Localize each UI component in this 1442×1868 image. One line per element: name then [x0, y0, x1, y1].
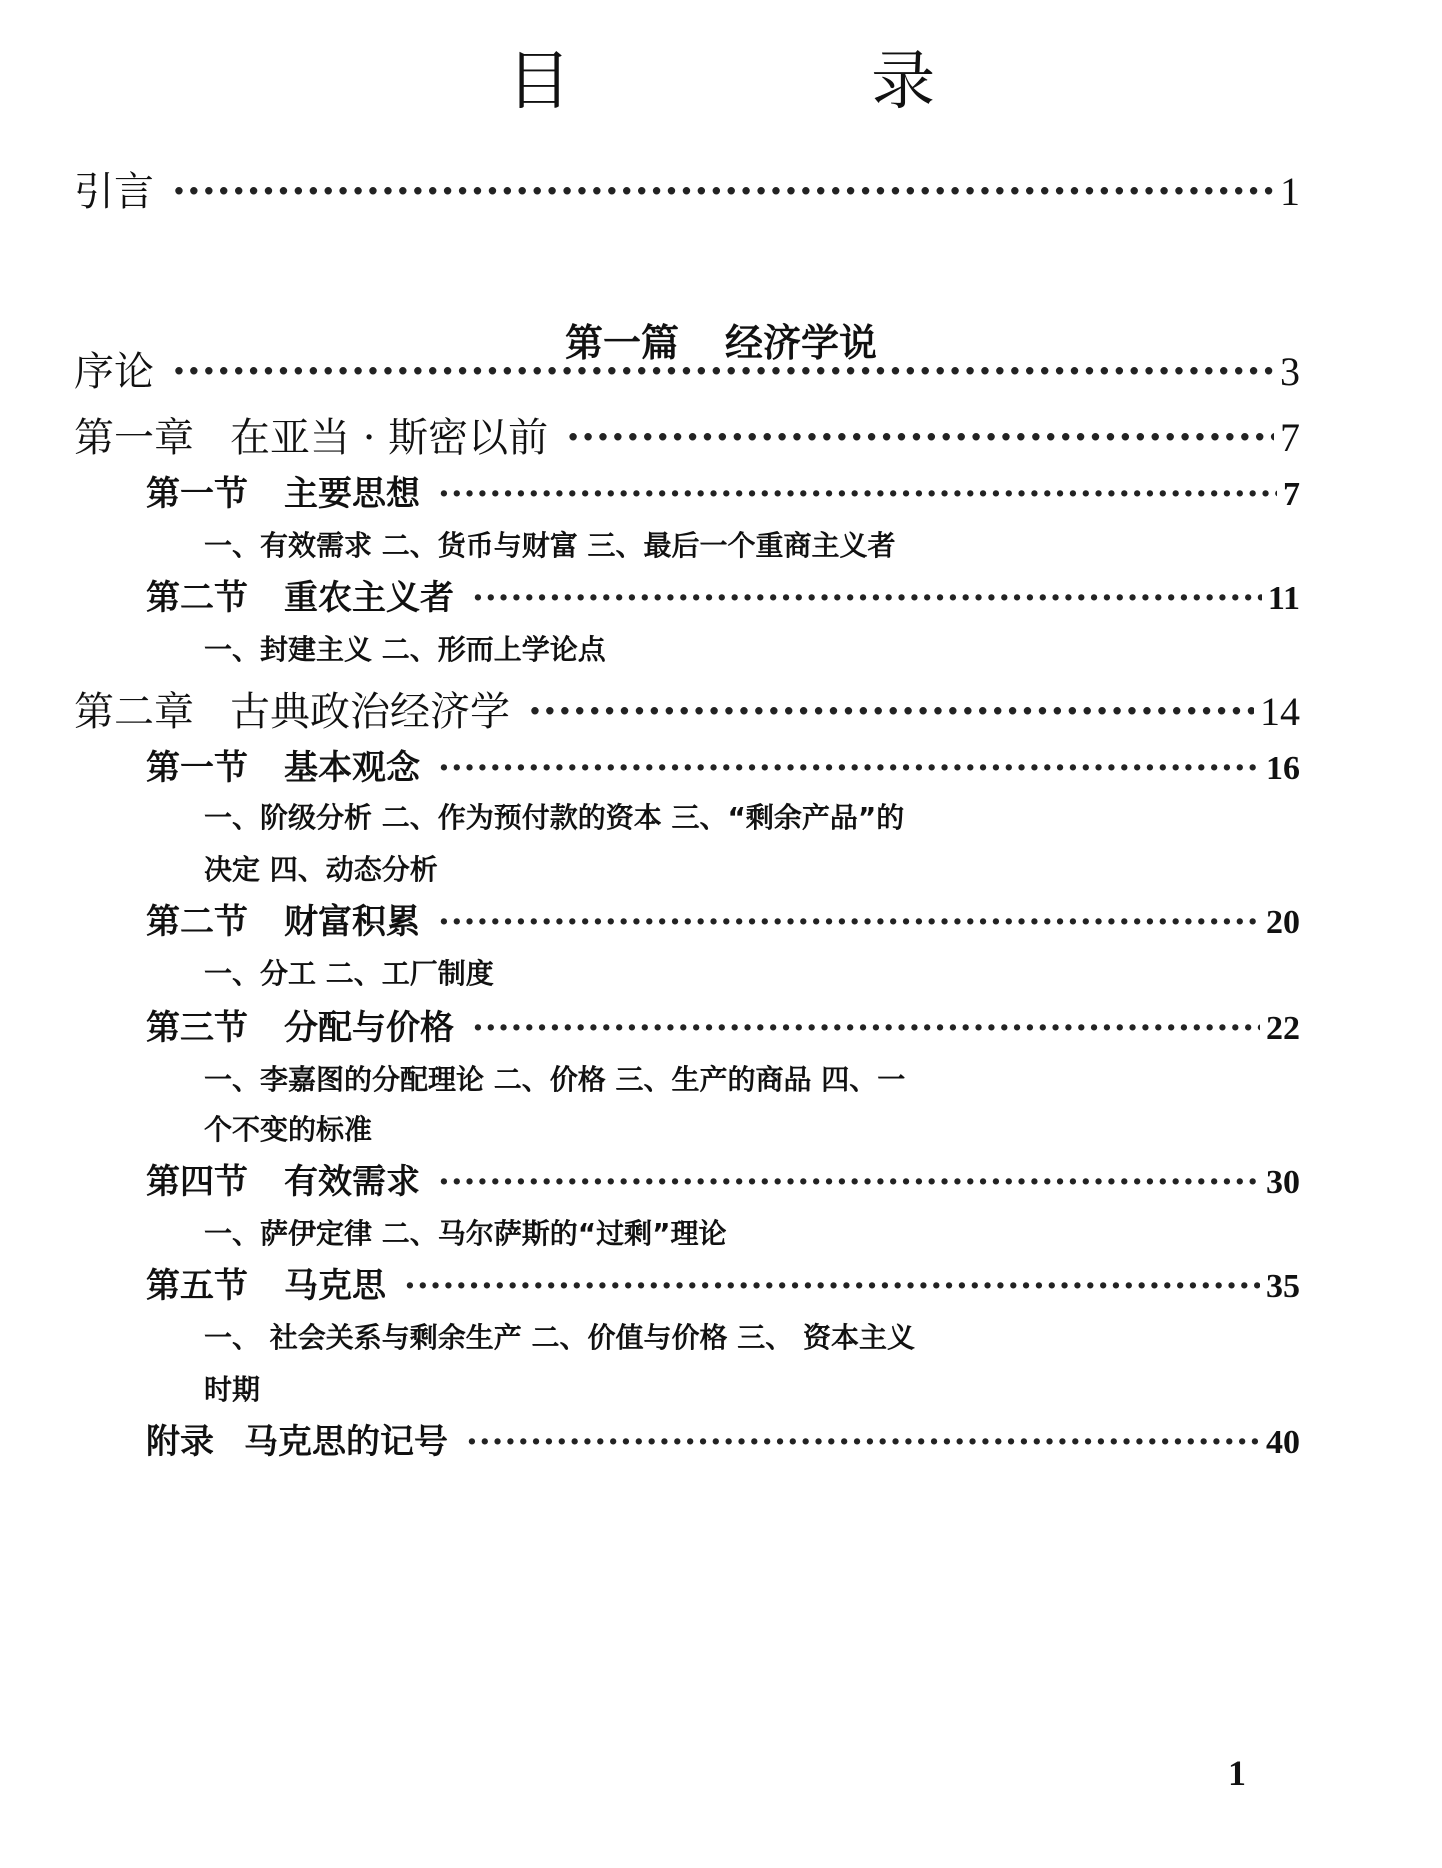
entry-label: 第四节 有效需求	[146, 1162, 420, 1202]
toc-entry-ch1-s2[interactable]	[146, 570, 1300, 619]
toc-entry-ch1-s1[interactable]	[146, 466, 1300, 515]
dot-leader	[438, 1162, 1260, 1202]
page-number: 7	[1280, 415, 1300, 460]
entry-label: 第二章 古典政治经济学	[74, 689, 510, 735]
dot-leader	[438, 748, 1260, 788]
toc-entry-preface[interactable]	[74, 340, 1300, 397]
entry-label: 第一节 主要思想	[146, 474, 420, 514]
toc-subtopics: 一、李嘉图的分配理论 二、价格 三、生产的商品 四、一	[204, 1063, 906, 1096]
entry-label: 第一章 在亚当 · 斯密以前	[74, 415, 549, 461]
toc-subtopics: 决定 四、动态分析	[204, 853, 438, 886]
dot-leader	[438, 474, 1277, 514]
part-title: 经济学说	[725, 321, 878, 365]
page-number: 30	[1266, 1164, 1300, 1201]
entry-label: 第一节 基本观念	[146, 748, 420, 788]
page-number: 7	[1283, 476, 1300, 513]
page-number: 16	[1266, 750, 1300, 787]
entry-label: 第二节 财富积累	[146, 902, 420, 942]
toc-entry-ch2-s3[interactable]	[146, 1000, 1300, 1049]
toc-entry-ch2-s5[interactable]	[146, 1258, 1300, 1307]
dot-leader	[466, 1422, 1260, 1462]
entry-label: 第二节 重农主义者	[146, 578, 454, 618]
dot-leader	[566, 414, 1274, 461]
entry-label: 第三节 分配与价格	[146, 1008, 454, 1048]
page-number: 40	[1266, 1424, 1300, 1461]
toc-subtopics: 一、分工 二、工厂制度	[204, 957, 494, 990]
page-number: 20	[1266, 904, 1300, 941]
toc-entry-chapter1[interactable]	[74, 406, 1300, 463]
folio-page-number: 1	[1228, 1753, 1246, 1793]
entry-label: 第五节 马克思	[146, 1266, 386, 1306]
dot-leader	[172, 168, 1274, 215]
toc-subtopics: 一、阶级分析 二、作为预付款的资本 三、“剩余产品”的	[204, 801, 905, 834]
dot-leader	[472, 1008, 1260, 1048]
page-title: 目 录	[506, 45, 1076, 119]
toc-subtopics: 一、有效需求 二、货币与财富 三、最后一个重商主义者	[204, 529, 896, 562]
toc-subtopics: 一、 社会关系与剩余生产 二、价值与价格 三、 资本主义	[204, 1321, 915, 1354]
page-number: 11	[1267, 580, 1300, 617]
toc-subtopics: 时期	[204, 1373, 261, 1406]
toc-entry-ch2-s2[interactable]	[146, 894, 1300, 943]
part-label: 第一篇	[564, 321, 679, 365]
toc-entry-appendix[interactable]	[146, 1414, 1300, 1463]
toc-entry-chapter2[interactable]	[74, 680, 1300, 737]
entry-label: 附录 马克思的记号	[146, 1422, 448, 1462]
dot-leader	[528, 688, 1254, 735]
entry-label: 引言	[74, 169, 154, 215]
entry-label: 序论	[74, 349, 154, 395]
dot-leader	[404, 1266, 1260, 1306]
page-number: 3	[1280, 349, 1300, 394]
toc-subtopics: 个不变的标准	[204, 1113, 373, 1146]
toc-subtopics: 一、萨伊定律 二、马尔萨斯的“过剩”理论	[204, 1217, 727, 1250]
dot-leader	[472, 578, 1262, 618]
dot-leader	[172, 348, 1274, 395]
toc-subtopics: 一、封建主义 二、形而上学论点	[204, 633, 606, 666]
toc-entry-ch2-s1[interactable]	[146, 740, 1300, 789]
dot-leader	[438, 902, 1260, 942]
toc-entry-ch2-s4[interactable]	[146, 1154, 1300, 1203]
page-number: 22	[1266, 1010, 1300, 1047]
page-number: 1	[1280, 169, 1300, 214]
page-number: 14	[1260, 689, 1300, 734]
toc-entry-intro[interactable]	[74, 160, 1300, 217]
page-number: 35	[1266, 1268, 1300, 1305]
